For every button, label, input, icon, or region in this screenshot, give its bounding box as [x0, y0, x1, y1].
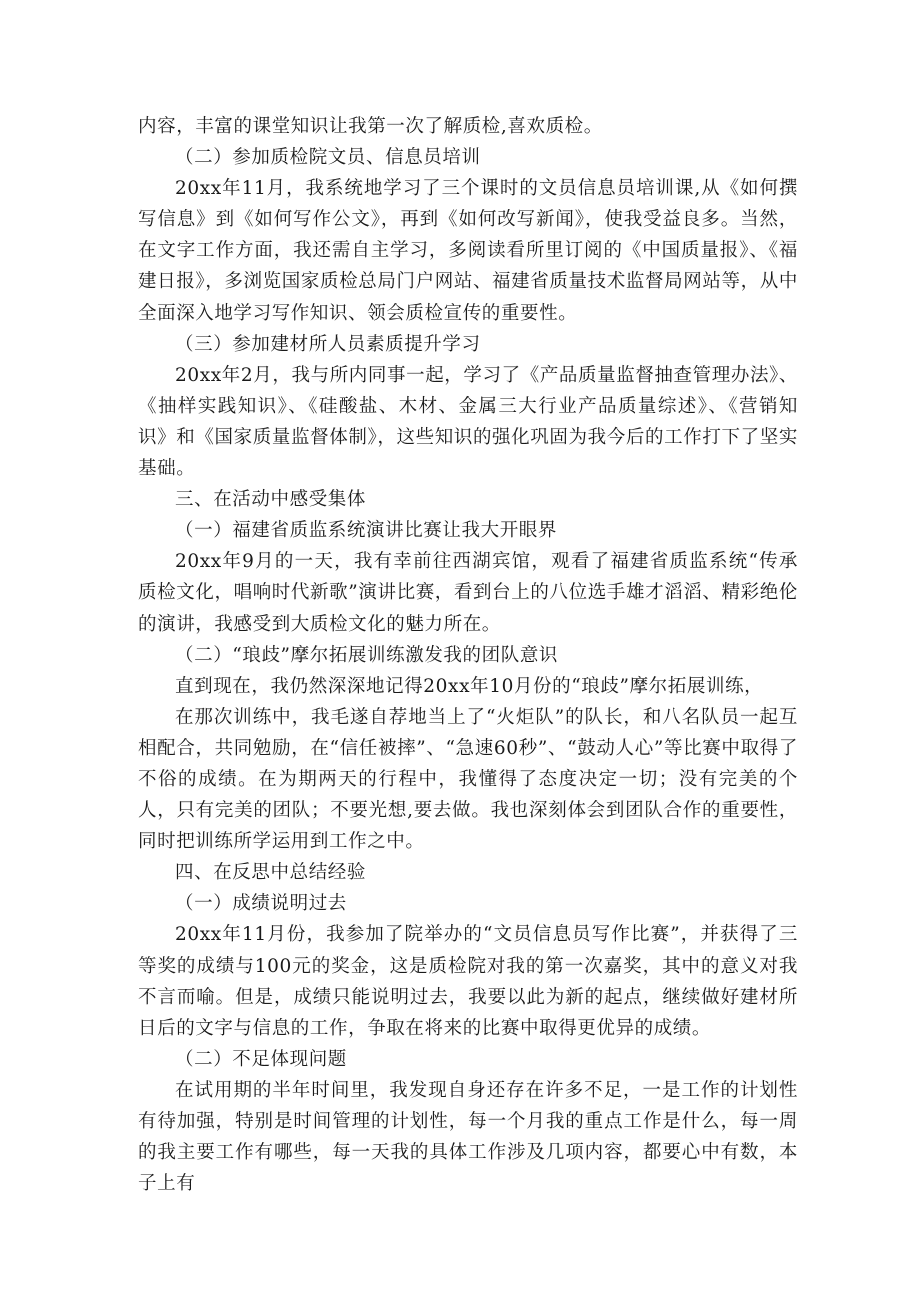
- subheading-shortcomings: （二）不足体现问题: [175, 1048, 347, 1070]
- subheading-clerk-training: （二）参加质检院文员、信息员培训: [175, 147, 481, 169]
- paragraph-achievements: 20xx年11月份，我参加了院举办的“文员信息员写作比赛”，并获得了三等奖的成绩与100元的奖金，这是质检院对我的第一次嘉奖，其中的意义对我不言而喻。但是，成绩只能说明过去，我要以此为新的起点，继续做好建材所日后的文字与信息的工作，争取在将来的比赛中取得更优异的成绩。: [138, 924, 798, 1039]
- paragraph-team-training: 在那次训练中，我毛遂自荐地当上了“火炬队”的队长，和八名队员一起互相配合，共同勉励，在“信任被摔”、“急速60秒”、“鼓动人心”等比赛中取得了不俗的成绩。在为期两天的行程中，我懂得了态度决定一切；没有完美的个人，只有完美的团队；不要光想,要去做。我也深刻体会到团队合作的重要性，同时把训练所学运用到工作之中。: [138, 706, 798, 853]
- paragraph-speech-contest: 20xx年9月的一天，我有幸前往西湖宾馆，观看了福建省质监系统“传承质检文化，唱响时代新歌”演讲比赛，看到台上的八位选手雄才滔滔、精彩绝伦的演讲，我感受到大质检文化的魅力所在。: [138, 551, 798, 635]
- paragraph-continuation: 内容，丰富的课堂知识让我第一次了解质检,喜欢质检。: [138, 116, 603, 137]
- paragraph-team-training-intro: 直到现在，我仍然深深地记得20xx年10月份的“琅歧”摩尔拓展训练，: [175, 675, 764, 697]
- paragraph-clerk-training: 20xx年11月，我系统地学习了三个课时的文员信息员培训课,从《如何撰写信息》到《如何写作公文》，再到《如何改写新闻》，使我受益良多。当然，在文字工作方面，我还需自主学习，多阅读看所里订阅的《中国质量报》、《福建日报》，多浏览国家质检总局门户网站、福建省质量技术监督局网站等，从中全面深入地学习写作知识、领会质检宣传的重要性。: [138, 178, 798, 324]
- subheading-team-training: （二）“琅歧”摩尔拓展训练激发我的团队意识: [175, 644, 559, 666]
- subheading-achievements: （一）成绩说明过去: [175, 893, 347, 915]
- subheading-speech-contest: （一）福建省质监系统演讲比赛让我大开眼界: [175, 520, 558, 542]
- document-body: [138, 111, 798, 1199]
- section-heading-reflection: 四、在反思中总结经验: [175, 862, 367, 884]
- paragraph-quality-improvement: 20xx年2月，我与所内同事一起，学习了《产品质量监督抽查管理办法》、《抽样实践知识》、《硅酸盐、木材、金属三大行业产品质量综述》、《营销知识》和《国家质量监督体制》，这些知识的强化巩固为我今后的工作打下了坚实基础。: [138, 364, 798, 480]
- subheading-quality-improvement: （三）参加建材所人员素质提升学习: [175, 333, 481, 355]
- paragraph-shortcomings: 在试用期的半年时间里，我发现自身还存在许多不足，一是工作的计划性有待加强，特别是时间管理的计划性，每一个月我的重点工作是什么，每一周的我主要工作有哪些，每一天我的具体工作涉及几项内容，都要心中有数，本子上有: [138, 1079, 798, 1195]
- section-heading-collective: 三、在活动中感受集体: [175, 489, 367, 511]
